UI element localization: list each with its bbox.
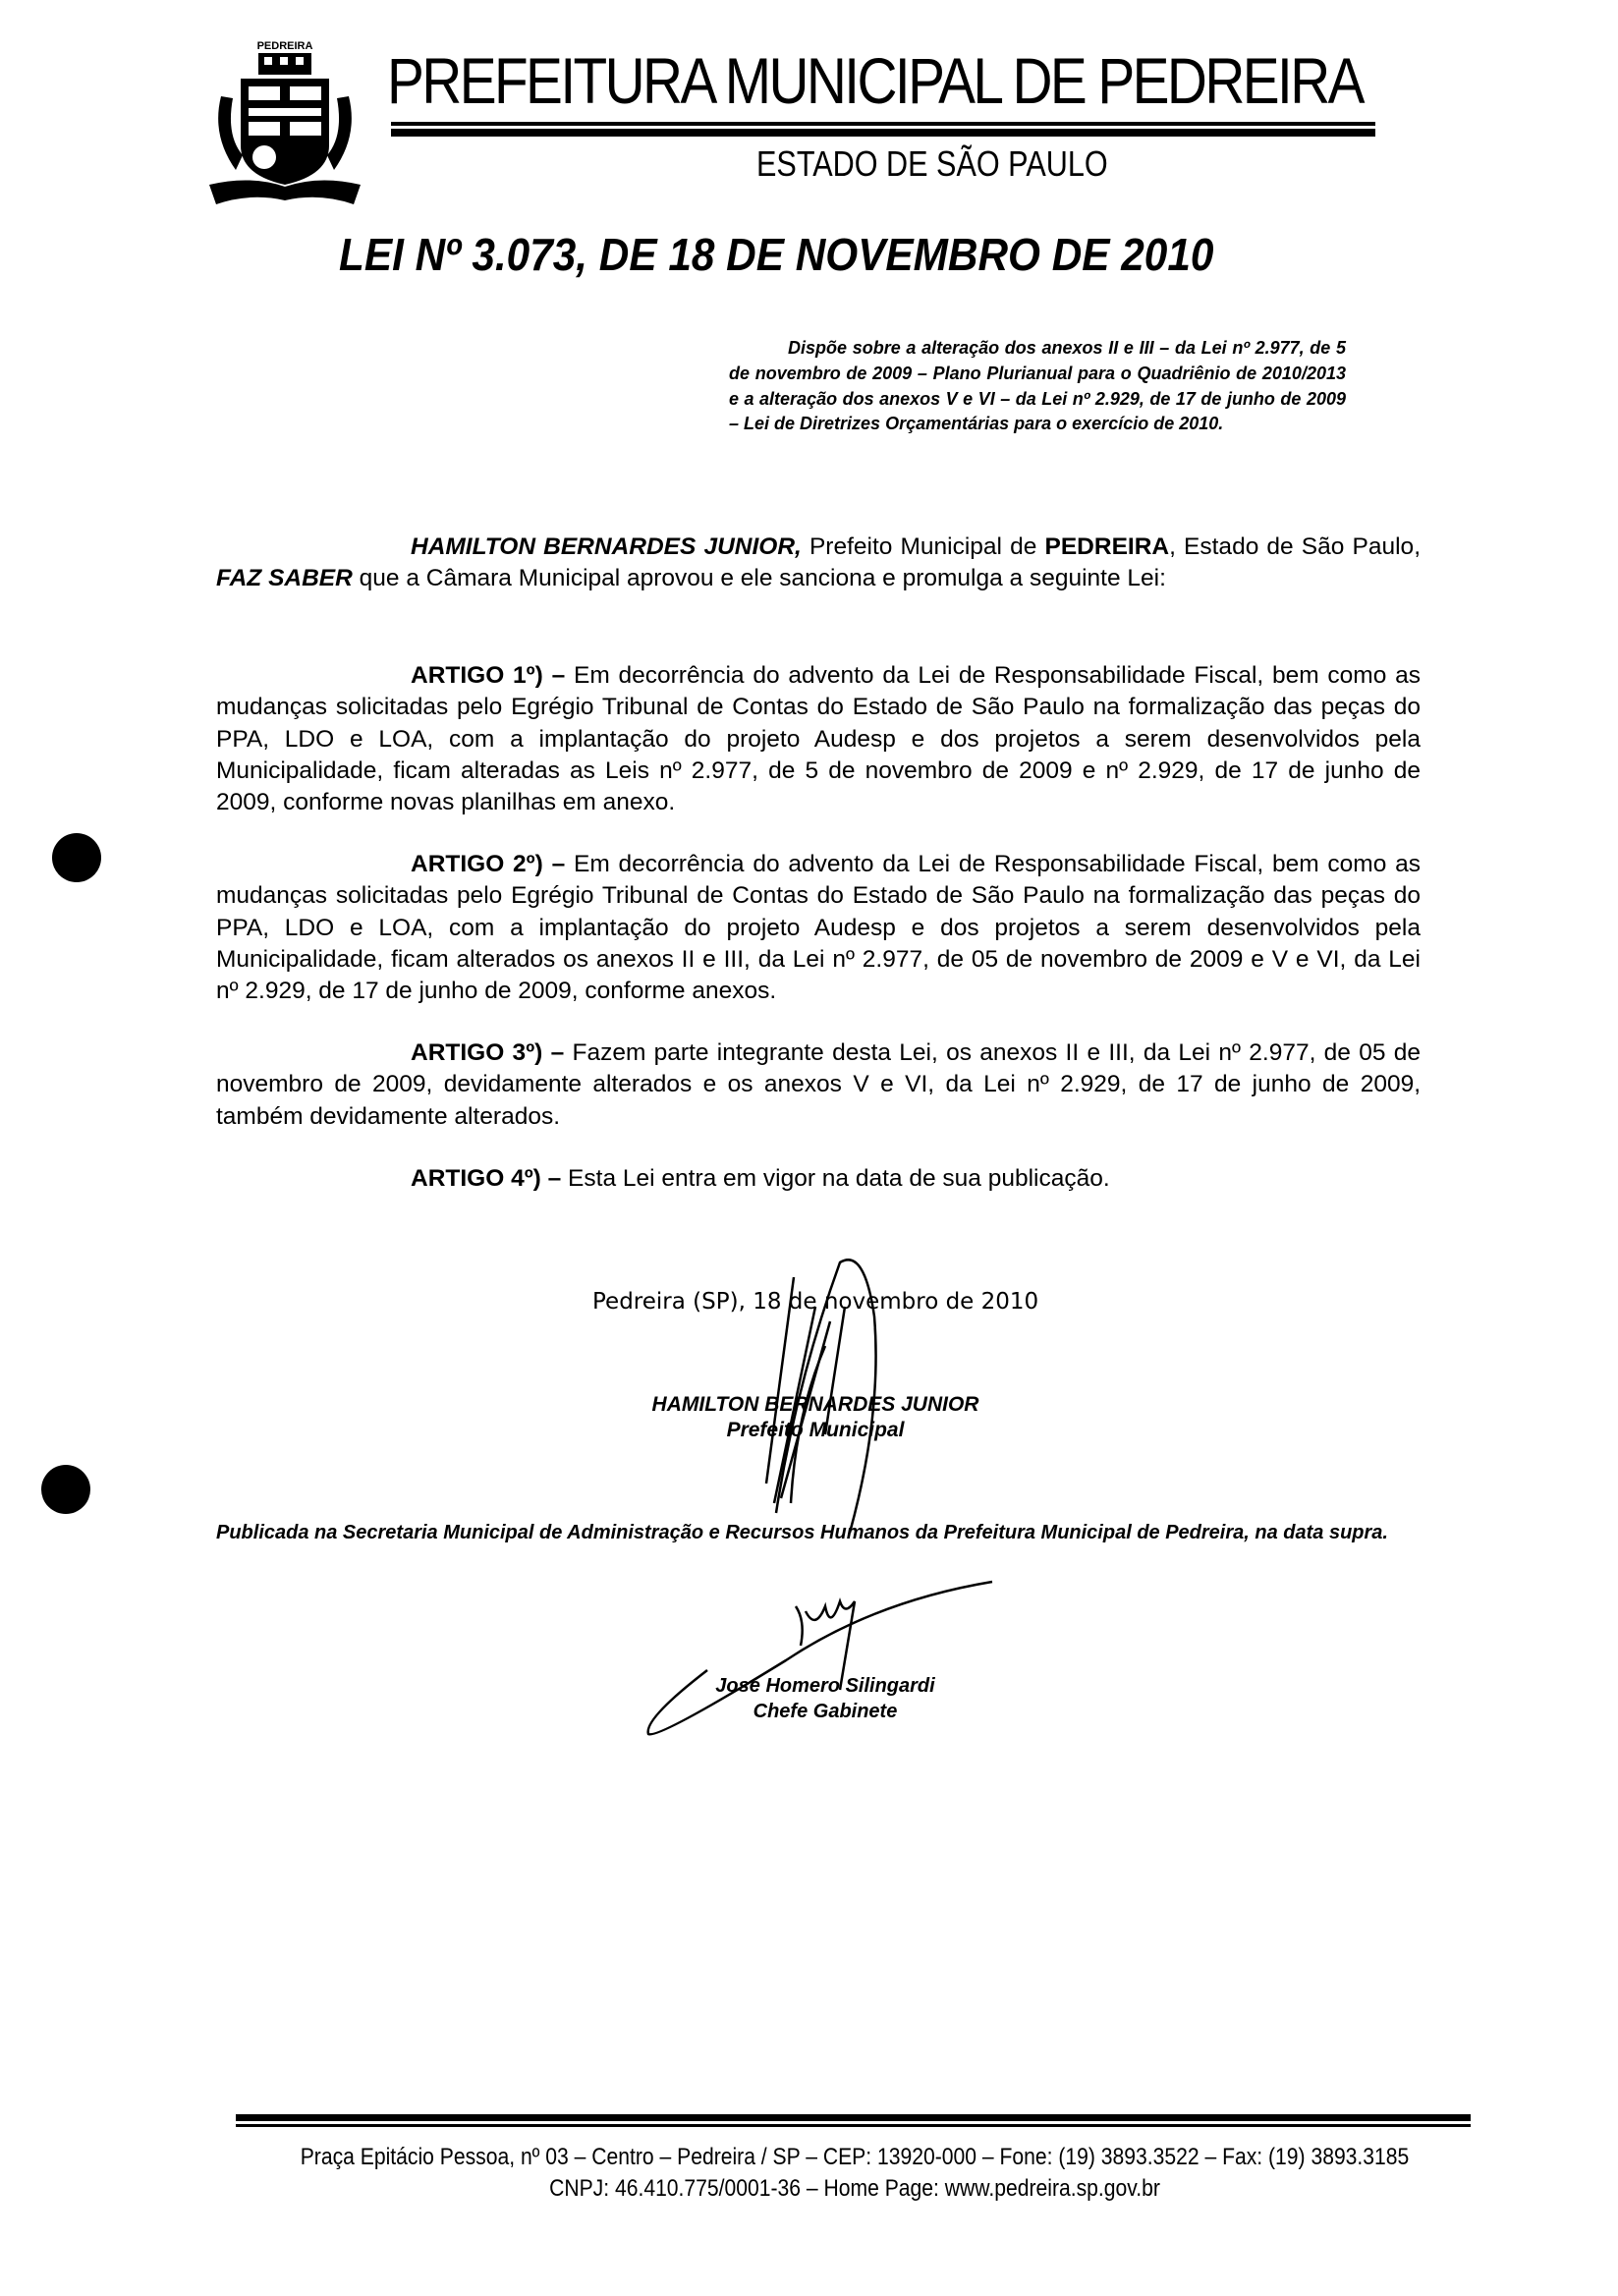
state-name: ESTADO DE SÃO PAULO: [756, 143, 1108, 184]
preamble-text: , Estado de São Paulo,: [1169, 533, 1421, 560]
punch-hole: [41, 1465, 90, 1514]
page-title: PREFEITURA MUNICIPAL DE PEDREIRA: [387, 44, 1363, 117]
signer-name: HAMILTON BERNARDES JUNIOR: [651, 1393, 979, 1416]
header-divider: [391, 122, 1375, 126]
chief-name: José Homero Silingardi: [715, 1675, 935, 1697]
article-text: Fazem parte integrante desta Lei, os anexos II e III, da Lei nº 2.977, de 05 de novembro de 2009, devidamente alterados e os anexos V e VI, da Lei nº 2.929, de 17 de junho de 2009, também devidamente alterados.: [216, 1039, 1422, 1130]
article-text: Em decorrência do advento da Lei de Responsabilidade Fiscal, bem como as mudanças solicitadas pelo Egrégio Tribunal de Contas do Estado de São Paulo na formalização das peças do PPA, LDO e LOA, com a implantação do projeto Audesp e dos projetos a serem desenvolvidos pela Municipalidade, ficam alteradas as Leis nº 2.977, de 5 de novembro de 2009 e nº 2.929, de 17 de junho de 2009, conforme novas planilhas em anexo.: [216, 662, 1422, 816]
article-2: [216, 849, 1421, 1007]
coat-of-arms-logo: [201, 37, 368, 204]
svg-text:PEDREIRA: PEDREIRA: [256, 40, 313, 52]
mayor-name: HAMILTON BERNARDES JUNIOR,: [411, 533, 802, 560]
faz-saber: FAZ SABER: [216, 565, 353, 592]
preamble-text: que a Câmara Municipal aprovou e ele sanciona e promulga a seguinte Lei:: [352, 565, 1166, 592]
article-text: Esta Lei entra em vigor na data de sua publicação.: [561, 1165, 1110, 1192]
article-label: ARTIGO 2º) –: [411, 851, 566, 877]
article-3: [216, 1037, 1421, 1133]
footer: [293, 2142, 1417, 2205]
article-label: ARTIGO 1º) –: [411, 662, 566, 689]
preamble-text: Prefeito Municipal de: [801, 533, 1045, 560]
article-label: ARTIGO 3º) –: [411, 1039, 565, 1066]
footer-divider-thin: [236, 2124, 1471, 2127]
footer-divider: [236, 2114, 1471, 2121]
city-name: PEDREIRA: [1044, 533, 1170, 560]
chief-signature-block: [678, 1673, 973, 1724]
article-1: [216, 660, 1421, 818]
chief-role: Chefe Gabinete: [753, 1701, 898, 1722]
law-title: LEI Nº 3.073, DE 18 DE NOVEMBRO DE 2010: [339, 229, 1214, 280]
date-line: Pedreira (SP), 18 de novembro de 2010: [592, 1289, 1039, 1315]
header-divider-thick: [391, 129, 1375, 137]
publication-note: Publicada na Secretaria Municipal de Administração e Recursos Humanos da Prefeitura Municipal de Pedreira, na data supra.: [216, 1522, 1388, 1543]
punch-hole: [52, 833, 101, 882]
law-summary: Dispõe sobre a alteração dos anexos II e III – da Lei nº 2.977, de 5 de novembro de 2009 – Plano Plurianual para o Quadriênio de 2010/2013 e a alteração dos anexos V e VI – da Lei nº 2.929, de 17 de junho de 2009 – Lei de Diretrizes Orçamentárias para o exercício de 2010.: [729, 338, 1346, 434]
footer-address: Praça Epitácio Pessoa, nº 03 – Centro – Pedreira / SP – CEP: 13920-000 – Fone: (19) 3893.3522 – Fax: (19) 3893.3185: [300, 2144, 1410, 2170]
article-label: ARTIGO 4º) –: [411, 1165, 562, 1192]
signer-role: Prefeito Municipal: [726, 1419, 905, 1441]
footer-cnpj: CNPJ: 46.410.775/0001-36 – Home Page: www.pedreira.sp.gov.br: [549, 2175, 1160, 2202]
article-4: [216, 1163, 1421, 1195]
article-text: Em decorrência do advento da Lei de Responsabilidade Fiscal, bem como as mudanças solicitadas pelo Egrégio Tribunal de Contas do Estado de São Paulo na formalização das peças do PPA, LDO e LOA, com a implantação do projeto Audesp e dos projetos a serem desenvolvidos pela Municipalidade, ficam alterados os anexos II e III, da Lei nº 2.977, de 05 de novembro de 2009 e V e VI, da Lei nº 2.929, de 17 de junho de 2009, conforme anexos.: [216, 851, 1422, 1005]
mayor-signature: [629, 1238, 943, 1552]
preamble-paragraph: [216, 532, 1421, 595]
